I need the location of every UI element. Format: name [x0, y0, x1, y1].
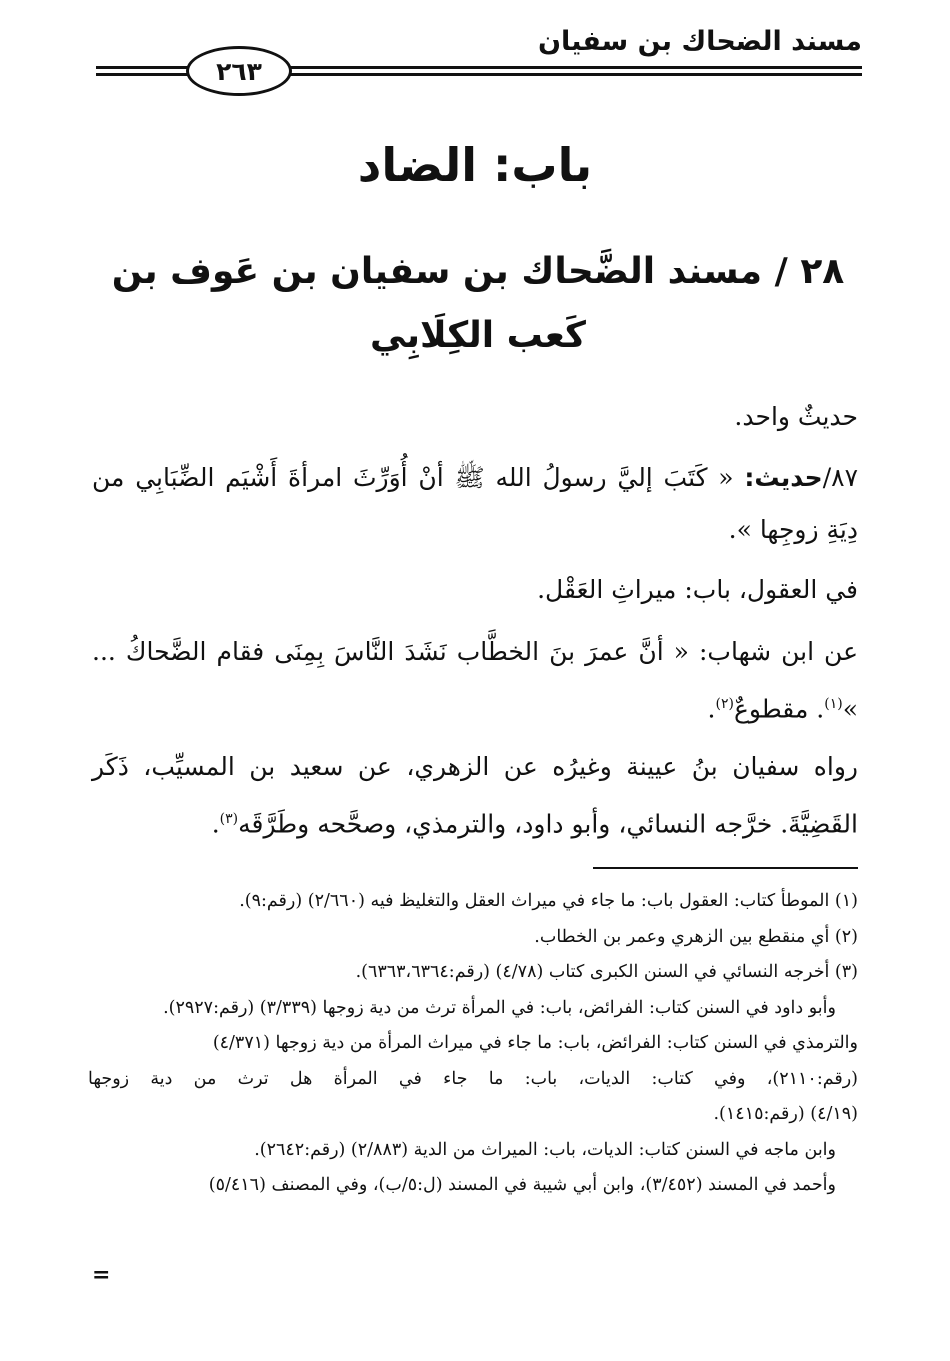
footnote-line: (٢) أي منقطع بين الزهري وعمر بن الخطاب.	[534, 926, 858, 947]
footnote-line: وأحمد في المسند (٣/٤٥٢)، وابن أبي شيبة في المسند (ل:٥/ب)، وفي المصنف (٥/٤١٦)	[208, 1175, 836, 1195]
riwaya-text: رواه سفيان بنُ عيينة وغيرُه عن الزهري، عن سعيد بن المسيِّب، ذَكَر القَضِيَّةَ. خرَّجه النسائي، وأبو داود، والترمذي، وصحَّحه وطَرَّقَه	[92, 752, 858, 839]
footnote-separator	[593, 867, 858, 869]
musnad-heading: ٢٨ / مسند الضَّحاك بن سفيان بن عَوف بن كَعب الكِلَابِي	[111, 251, 845, 356]
footnote-line: وأبو داود في السنن كتاب: الفرائض، باب: في المرأة ترث من دية زوجها (٣/٣٣٩) (رقم:٢٩٢٧).	[163, 997, 836, 1018]
footnote-line: (٣) أخرجه النسائي في السنن الكبرى كتاب (٤/٧٨) (رقم:٦٣٦٣،٦٣٦٤).	[355, 962, 858, 982]
chapter-heading: باب: الضاد	[357, 138, 593, 192]
footnote-line: (رقم:٢١١٠)، وفي كتاب: الديات، باب: ما جاء في المرأة هل ترث من دية زوجها	[88, 1068, 858, 1089]
narration-tail: . مقطوعٌ	[733, 694, 825, 724]
riwaya-end: .	[211, 809, 220, 839]
footnote-ref-3: (٣)	[219, 811, 239, 827]
footnote-line: (١) الموطأ كتاب: العقول باب: ما جاء في ميراث العقل والتغليظ فيه (٢/٦٦٠) (رقم:٩).	[239, 891, 858, 911]
footnote-ref-1: (١)	[824, 696, 843, 712]
riwaya-paragraph	[92, 741, 858, 850]
running-header-title: مسند الضحاك بن سفيان	[538, 26, 862, 57]
footnote-ref-2: (٢)	[715, 696, 734, 712]
footnotes	[88, 884, 858, 1204]
hadith-text: « كَتَبَ إليَّ رسولُ الله ﷺ أنْ أُوَرِّثَ امرأةَ أَشْيَم الضِّبَابِي من دِيَةِ زوجِها ».	[92, 463, 858, 544]
narration-text: عن ابن شهاب: « أنَّ عمرَ بنَ الخطَّاب نَشَدَ النَّاسَ بِمِنَى فقام الضَّحاكُ ... »	[92, 637, 858, 724]
page-number: ٢٦٣	[216, 56, 262, 86]
page-number-badge	[186, 46, 292, 96]
footnote-line: (٤/١٩) (رقم:١٤١٥).	[713, 1104, 858, 1124]
narration-paragraph	[92, 626, 858, 735]
source-line: في العقول، باب: ميراثِ العَقْل.	[537, 575, 858, 604]
footnote-line: وابن ماجه في السنن كتاب: الديات، باب: الميراث من الدية (٢/٨٨٣) (رقم:٢٦٤٢).	[254, 1139, 836, 1160]
narration-end: .	[707, 694, 716, 724]
hadith-label: حديث:	[744, 463, 823, 492]
hadith-paragraph	[92, 452, 858, 556]
hadith-number: ٨٧/	[822, 463, 858, 492]
hadith-count-line: حديثٌ واحد.	[734, 402, 858, 431]
footnote-line: والترمذي في السنن كتاب: الفرائض، باب: ما جاء في ميراث المرأة من دية زوجها (٤/٣٧١)	[212, 1033, 858, 1053]
continuation-mark: =	[92, 1262, 111, 1288]
